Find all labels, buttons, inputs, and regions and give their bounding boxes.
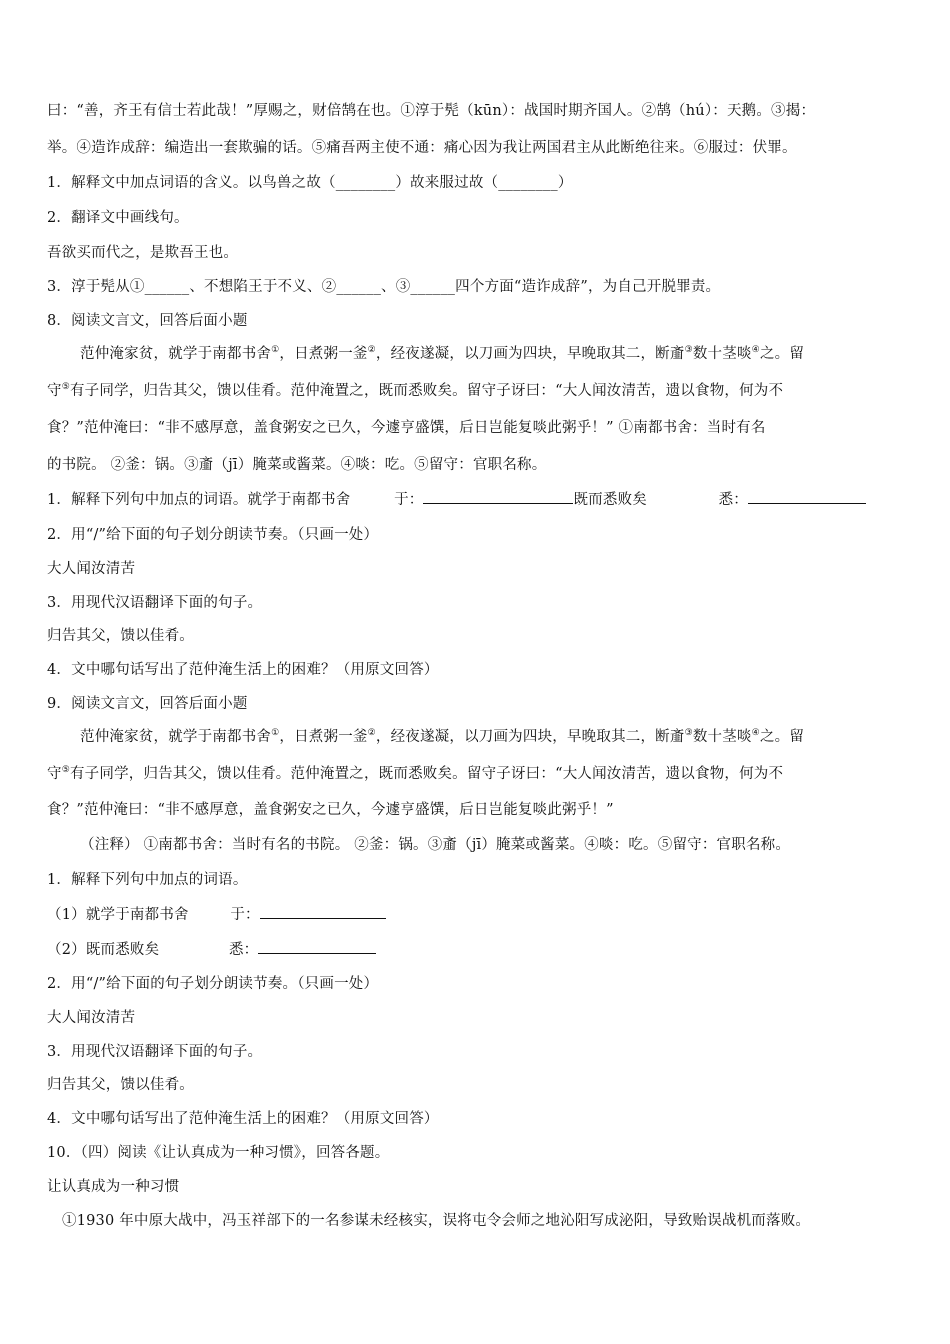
question-text: （2）既而悉败矣 (47, 942, 160, 958)
passage-text: 守 (47, 383, 62, 399)
section-heading: 8．阅读文言文，回答后面小题 (47, 313, 248, 329)
question-line: 2．用“/”给下面的句子划分朗读节奏。（只画一处） (47, 527, 379, 543)
question-line: 1．解释下列句中加点的词语。 (47, 872, 248, 888)
footnote-marker: ③ (684, 345, 693, 356)
question-line (47, 489, 910, 510)
question-line: 4．文中哪句话写出了范仲淹生活上的困难？（用原文回答） (47, 1111, 439, 1127)
passage-text: ，日煮粥一釜 (279, 729, 368, 745)
footnote-marker: ② (367, 728, 376, 739)
text-line: 曰：“善，齐王有信士若此哉！”厚赐之，财倍鹄在也。①淳于髡（kūn）：战国时期齐国人。②鹄（hú）：天鹅。③揭： (47, 103, 816, 119)
passage-line (80, 344, 910, 364)
footnote-marker: ③ (684, 728, 693, 739)
footnote-marker: ① (271, 345, 280, 356)
footnote-marker: ④ (751, 345, 760, 356)
text-line: 吾欲买而代之，是欺吾王也。 (47, 245, 239, 261)
text-line: 归告其父，馈以佳肴。 (47, 1077, 194, 1093)
question-line: 3．淳于髡从①______、不想陷王于不义、②______、③______四个方面“造诈成辞”，为自己开脱罪责。 (47, 279, 721, 295)
passage-text: 范仲淹家贫，就学于南都书舍 (80, 729, 272, 745)
passage-text: 守 (47, 766, 62, 782)
question-text: （1）就学于南都书舍 (47, 907, 189, 923)
footnote-marker: ⑤ (61, 765, 70, 776)
answer-blank[interactable] (260, 904, 386, 919)
passage-line (47, 764, 910, 784)
answer-blank[interactable] (748, 489, 866, 504)
text-line: 举。④造诈成辞：编造出一套欺骗的话。⑤痛吾两主使不通：痛心因为我让两国君主从此断绝往来。⑥服过：伏罪。 (47, 140, 797, 156)
passage-line (47, 381, 910, 401)
article-title: 让认真成为一种习惯 (47, 1179, 180, 1195)
footnote-marker: ② (367, 345, 376, 356)
passage-text: 数十茎啖 (692, 729, 752, 745)
question-text: 既而悉败矣 (573, 492, 647, 508)
passage-text: ，日煮粥一釜 (279, 346, 368, 362)
passage-line (80, 727, 910, 747)
notes-line: （注释） ①南都书舍：当时有名的书院。 ②釜：锅。③齑（jī）腌菜或酱菜。④啖：吃。⑤留守：官职名称。 (80, 837, 791, 853)
passage-text: 范仲淹家贫，就学于南都书舍 (80, 346, 272, 362)
passage-line: 食？”范仲淹曰：“非不感厚意，盖食粥安之已久，今遽亨盛馔，后日岂能复啖此粥乎！” ①南都书舍：当时有名 (47, 420, 766, 436)
section-heading: 9．阅读文言文，回答后面小题 (47, 696, 248, 712)
answer-blank[interactable] (423, 489, 573, 504)
footnote-marker: ⑤ (61, 382, 70, 393)
text-line: 归告其父，馈以佳肴。 (47, 628, 194, 644)
passage-text: 有子同学，归告其父，馈以佳肴。范仲淹置之，既而悉败矣。留守子讶曰：“大人闻汝清苦，遗以食物，何为不 (69, 766, 784, 782)
text-line: 大人闻汝清苦 (47, 1010, 136, 1026)
passage-line: ①1930 年中原大战中，冯玉祥部下的一名参谋未经核实，误将屯令会师之地沁阳写成泌阳，导致贻误战机而落败。 (62, 1213, 811, 1229)
footnote-marker: ④ (751, 728, 760, 739)
label: 悉： (718, 492, 748, 508)
passage-text: 之。留 (759, 346, 805, 362)
question-line: 2．翻译文中画线句。 (47, 210, 189, 226)
question-line: 1．解释文中加点词语的含义。以鸟兽之故（________）故来服过故（________） (47, 175, 573, 191)
section-heading: 10．（四）阅读《让认真成为一种习惯》，回答各题。 (47, 1145, 390, 1161)
label: 于： (230, 907, 260, 923)
question-line: 2．用“/”给下面的句子划分朗读节奏。（只画一处） (47, 976, 379, 992)
question-line: 3．用现代汉语翻译下面的句子。 (47, 1044, 263, 1060)
passage-line: 食？”范仲淹曰：“非不感厚意，盖食粥安之已久，今遽亨盛馔，后日岂能复啖此粥乎！” (47, 802, 614, 818)
question-line: 3．用现代汉语翻译下面的句子。 (47, 595, 263, 611)
question-line (47, 939, 910, 960)
passage-text: ，经夜遂凝，以刀画为四块，早晚取其二，断齑 (375, 729, 685, 745)
passage-text: 有子同学，归告其父，馈以佳肴。范仲淹置之，既而悉败矣。留守子讶曰：“大人闻汝清苦，遗以食物，何为不 (69, 383, 784, 399)
passage-text: 数十茎啖 (692, 346, 752, 362)
footnote-marker: ① (271, 728, 280, 739)
answer-blank[interactable] (258, 939, 376, 954)
passage-text: 之。留 (759, 729, 805, 745)
question-line (47, 904, 910, 925)
question-text: 1．解释下列句中加点的词语。就学于南都书舍 (47, 492, 351, 508)
label: 于： (394, 492, 424, 508)
notes-line: 的书院。 ②釜：锅。③齑（jī）腌菜或酱菜。④啖：吃。⑤留守：官职名称。 (47, 457, 547, 473)
text-line: 大人闻汝清苦 (47, 561, 136, 577)
passage-text: ，经夜遂凝，以刀画为四块，早晚取其二，断齑 (375, 346, 685, 362)
question-line: 4．文中哪句话写出了范仲淹生活上的困难？（用原文回答） (47, 662, 439, 678)
label: 悉： (228, 942, 259, 958)
